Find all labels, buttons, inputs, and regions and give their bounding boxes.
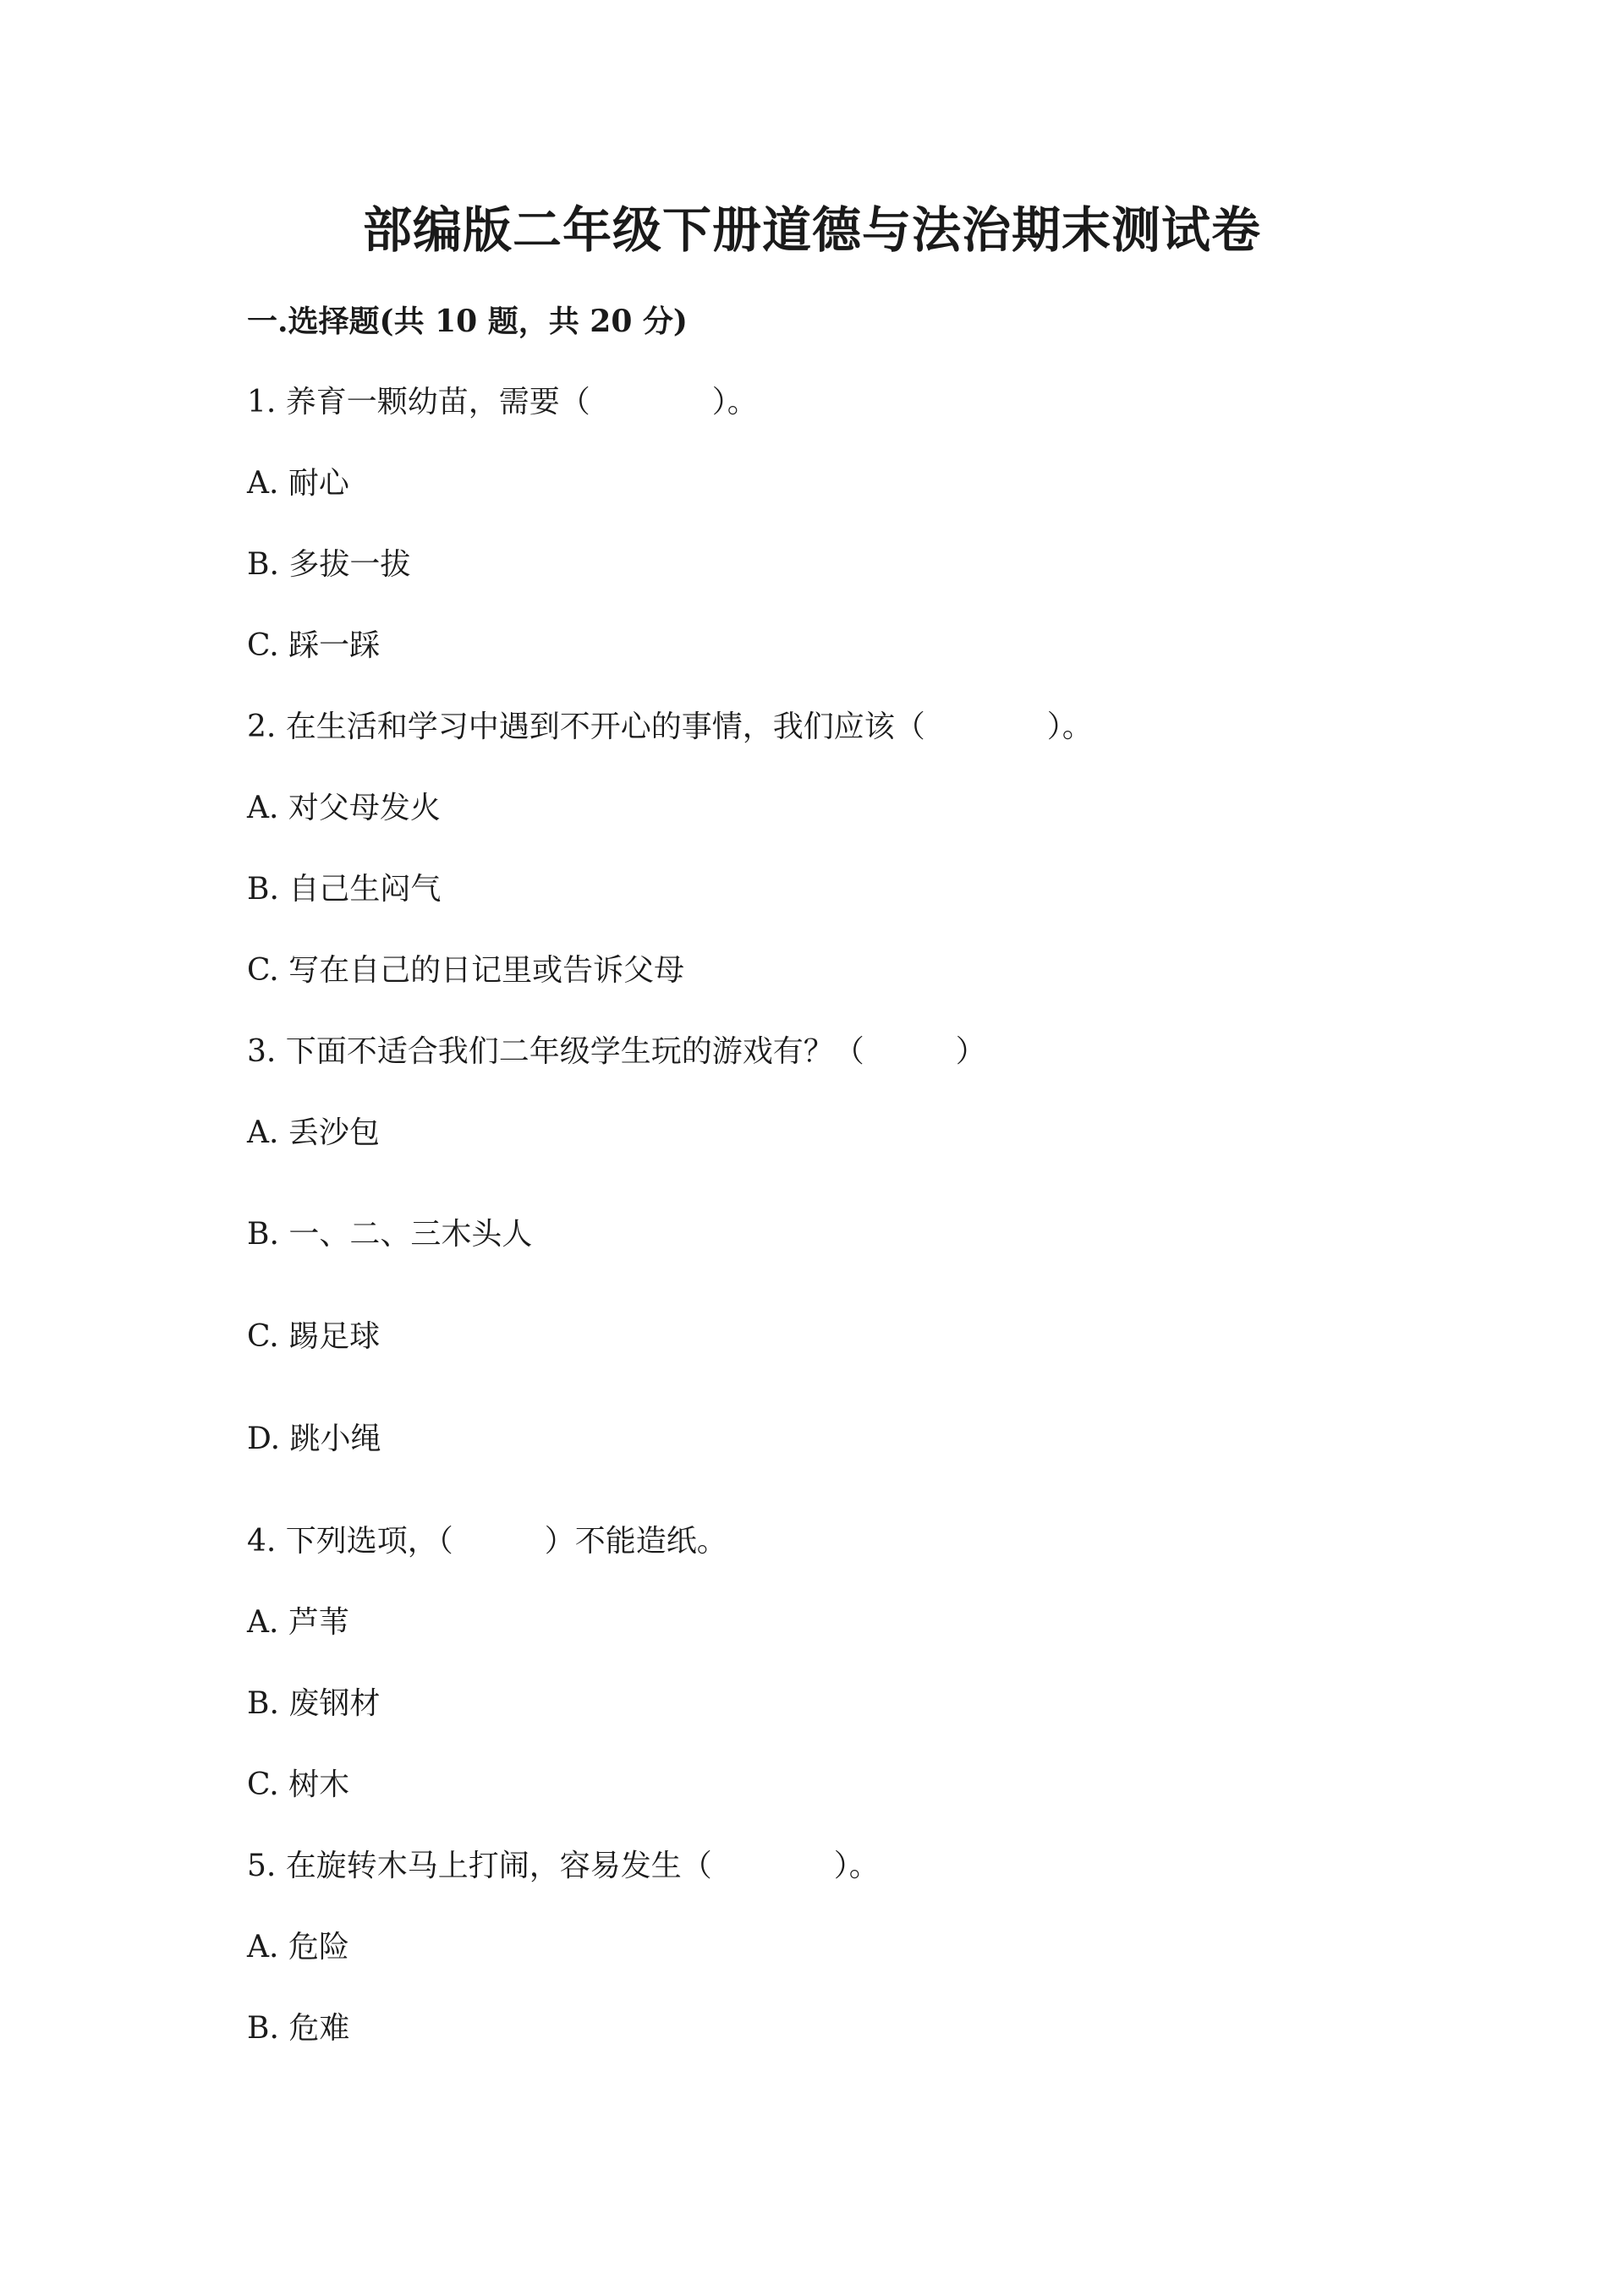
question-4-stem: 4. 下列选项，（ ）不能造纸。 — [247, 1524, 727, 1559]
question-1-option-a: A. 耐心 — [247, 466, 349, 501]
question-2-option-a: A. 对父母发火 — [247, 791, 441, 825]
question-2-option-c: C. 写在自己的日记里或告诉父母 — [247, 953, 685, 988]
exam-title: 部编版二年级下册道德与法治期末测试卷 — [362, 201, 1261, 259]
question-1-option-b: B. 多拔一拔 — [247, 547, 411, 582]
question-3-option-c: C. 踢足球 — [247, 1319, 381, 1354]
question-1-stem: 1. 养育一颗幼苗，需要（ ）。 — [247, 385, 758, 419]
question-3-stem: 3. 下面不适合我们二年级学生玩的游戏有？（ ） — [247, 1034, 986, 1069]
question-4-option-a: A. 芦苇 — [247, 1605, 349, 1640]
question-1-option-c: C. 踩一踩 — [247, 628, 381, 663]
question-5-option-b: B. 危难 — [247, 2011, 350, 2046]
question-4-option-c: C. 树木 — [247, 1767, 350, 1802]
question-3-option-d: D. 跳小绳 — [247, 1422, 381, 1456]
question-3-option-b: B. 一、二、三木头人 — [247, 1217, 533, 1252]
question-2-stem: 2. 在生活和学习中遇到不开心的事情，我们应该（ ）。 — [247, 710, 1093, 744]
question-2-option-b: B. 自己生闷气 — [247, 872, 442, 907]
section-heading: 一.选择题(共 10 题，共 20 分) — [247, 304, 688, 339]
question-4-option-b: B. 废钢材 — [247, 1686, 381, 1721]
question-3-option-a: A. 丢沙包 — [247, 1115, 380, 1150]
question-5-option-a: A. 危险 — [247, 1930, 349, 1964]
question-5-stem: 5. 在旋转木马上打闹，容易发生（ ）。 — [247, 1849, 880, 1883]
